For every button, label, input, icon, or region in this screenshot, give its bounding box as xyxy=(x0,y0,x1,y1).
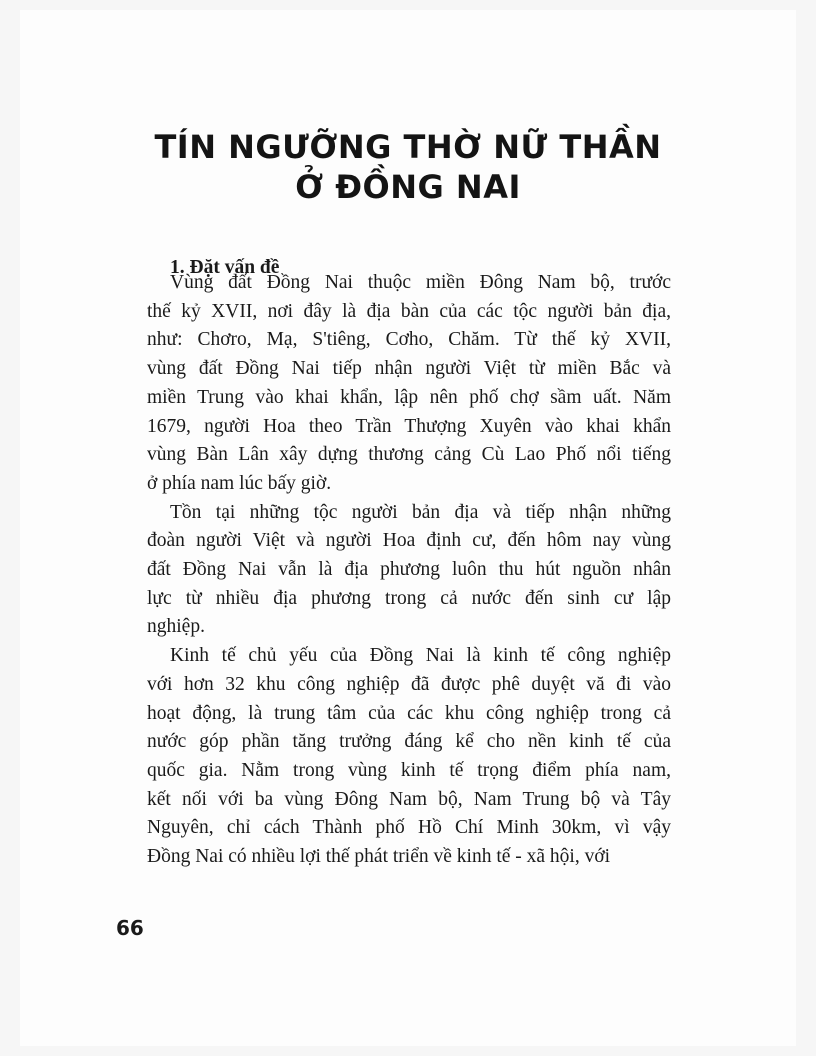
text-line: nước góp phần tăng trưởng đáng kể cho nền kinh tế của xyxy=(147,731,671,753)
text-line: vùng đất Đồng Nai tiếp nhận người Việt từ miền Bắc và xyxy=(147,358,671,380)
text-line: thế kỷ XVII, nơi đây là địa bàn của các tộc người bản địa, xyxy=(147,300,671,322)
text-line: với hơn 32 khu công nghiệp đã được phê duyệt vă đi vào xyxy=(147,673,671,695)
text-line: đoàn người Việt và người Hoa định cư, đến hôm nay vùng xyxy=(147,530,671,552)
text-line: hoạt động, là trung tâm của các khu công nghiệp trong cả xyxy=(147,702,671,724)
title-line-1: TÍN NGƯỠNG THỜ NỮ THẦN xyxy=(154,128,662,166)
text-line: Nguyên, chỉ cách Thành phố Hồ Chí Minh 30km, vì vậy xyxy=(147,817,671,839)
text-line: như: Chơro, Mạ, S'tiêng, Cơho, Chăm. Từ thế kỷ XVII, xyxy=(147,329,671,351)
text-line: kết nối với ba vùng Đông Nam bộ, Nam Trung bộ và Tây xyxy=(147,788,671,810)
text-line: đất Đồng Nai vẫn là địa phương luôn thu hút nguồn nhân xyxy=(147,559,671,580)
text-line: nghiệp. xyxy=(147,616,205,638)
title-line-2: Ở ĐỒNG NAI xyxy=(295,168,521,206)
page-number: 66 xyxy=(116,916,144,940)
text-line: Tồn tại những tộc người bản địa và tiếp nhận những xyxy=(170,501,671,523)
text-line: Kinh tế chủ yếu của Đồng Nai là kinh tế công nghiệp xyxy=(170,645,671,667)
text-line: vùng Bàn Lân xây dựng thương cảng Cù Lao Phố nổi tiếng xyxy=(147,444,671,466)
text-line: Vùng đất Đồng Nai thuộc miền Đông Nam bộ, trước xyxy=(170,272,671,293)
text-line: miền Trung vào khai khẩn, lập nên phố chợ sầm uất. Năm xyxy=(147,386,671,408)
text-line: quốc gia. Nằm trong vùng kinh tế trọng điểm phía nam, xyxy=(147,759,671,781)
text-line: lực từ nhiều địa phương trong cả nước đến sinh cư lập xyxy=(147,587,671,609)
text-line: Đồng Nai có nhiều lợi thế phát triển về kinh tế - xã hội, với xyxy=(147,846,611,867)
section-heading: 1. Đặt vấn đề xyxy=(170,257,280,278)
text-line: 1679, người Hoa theo Trần Thượng Xuyên vào khai khẩn xyxy=(147,415,671,437)
text-line: ở phía nam lúc bấy giờ. xyxy=(147,472,332,494)
